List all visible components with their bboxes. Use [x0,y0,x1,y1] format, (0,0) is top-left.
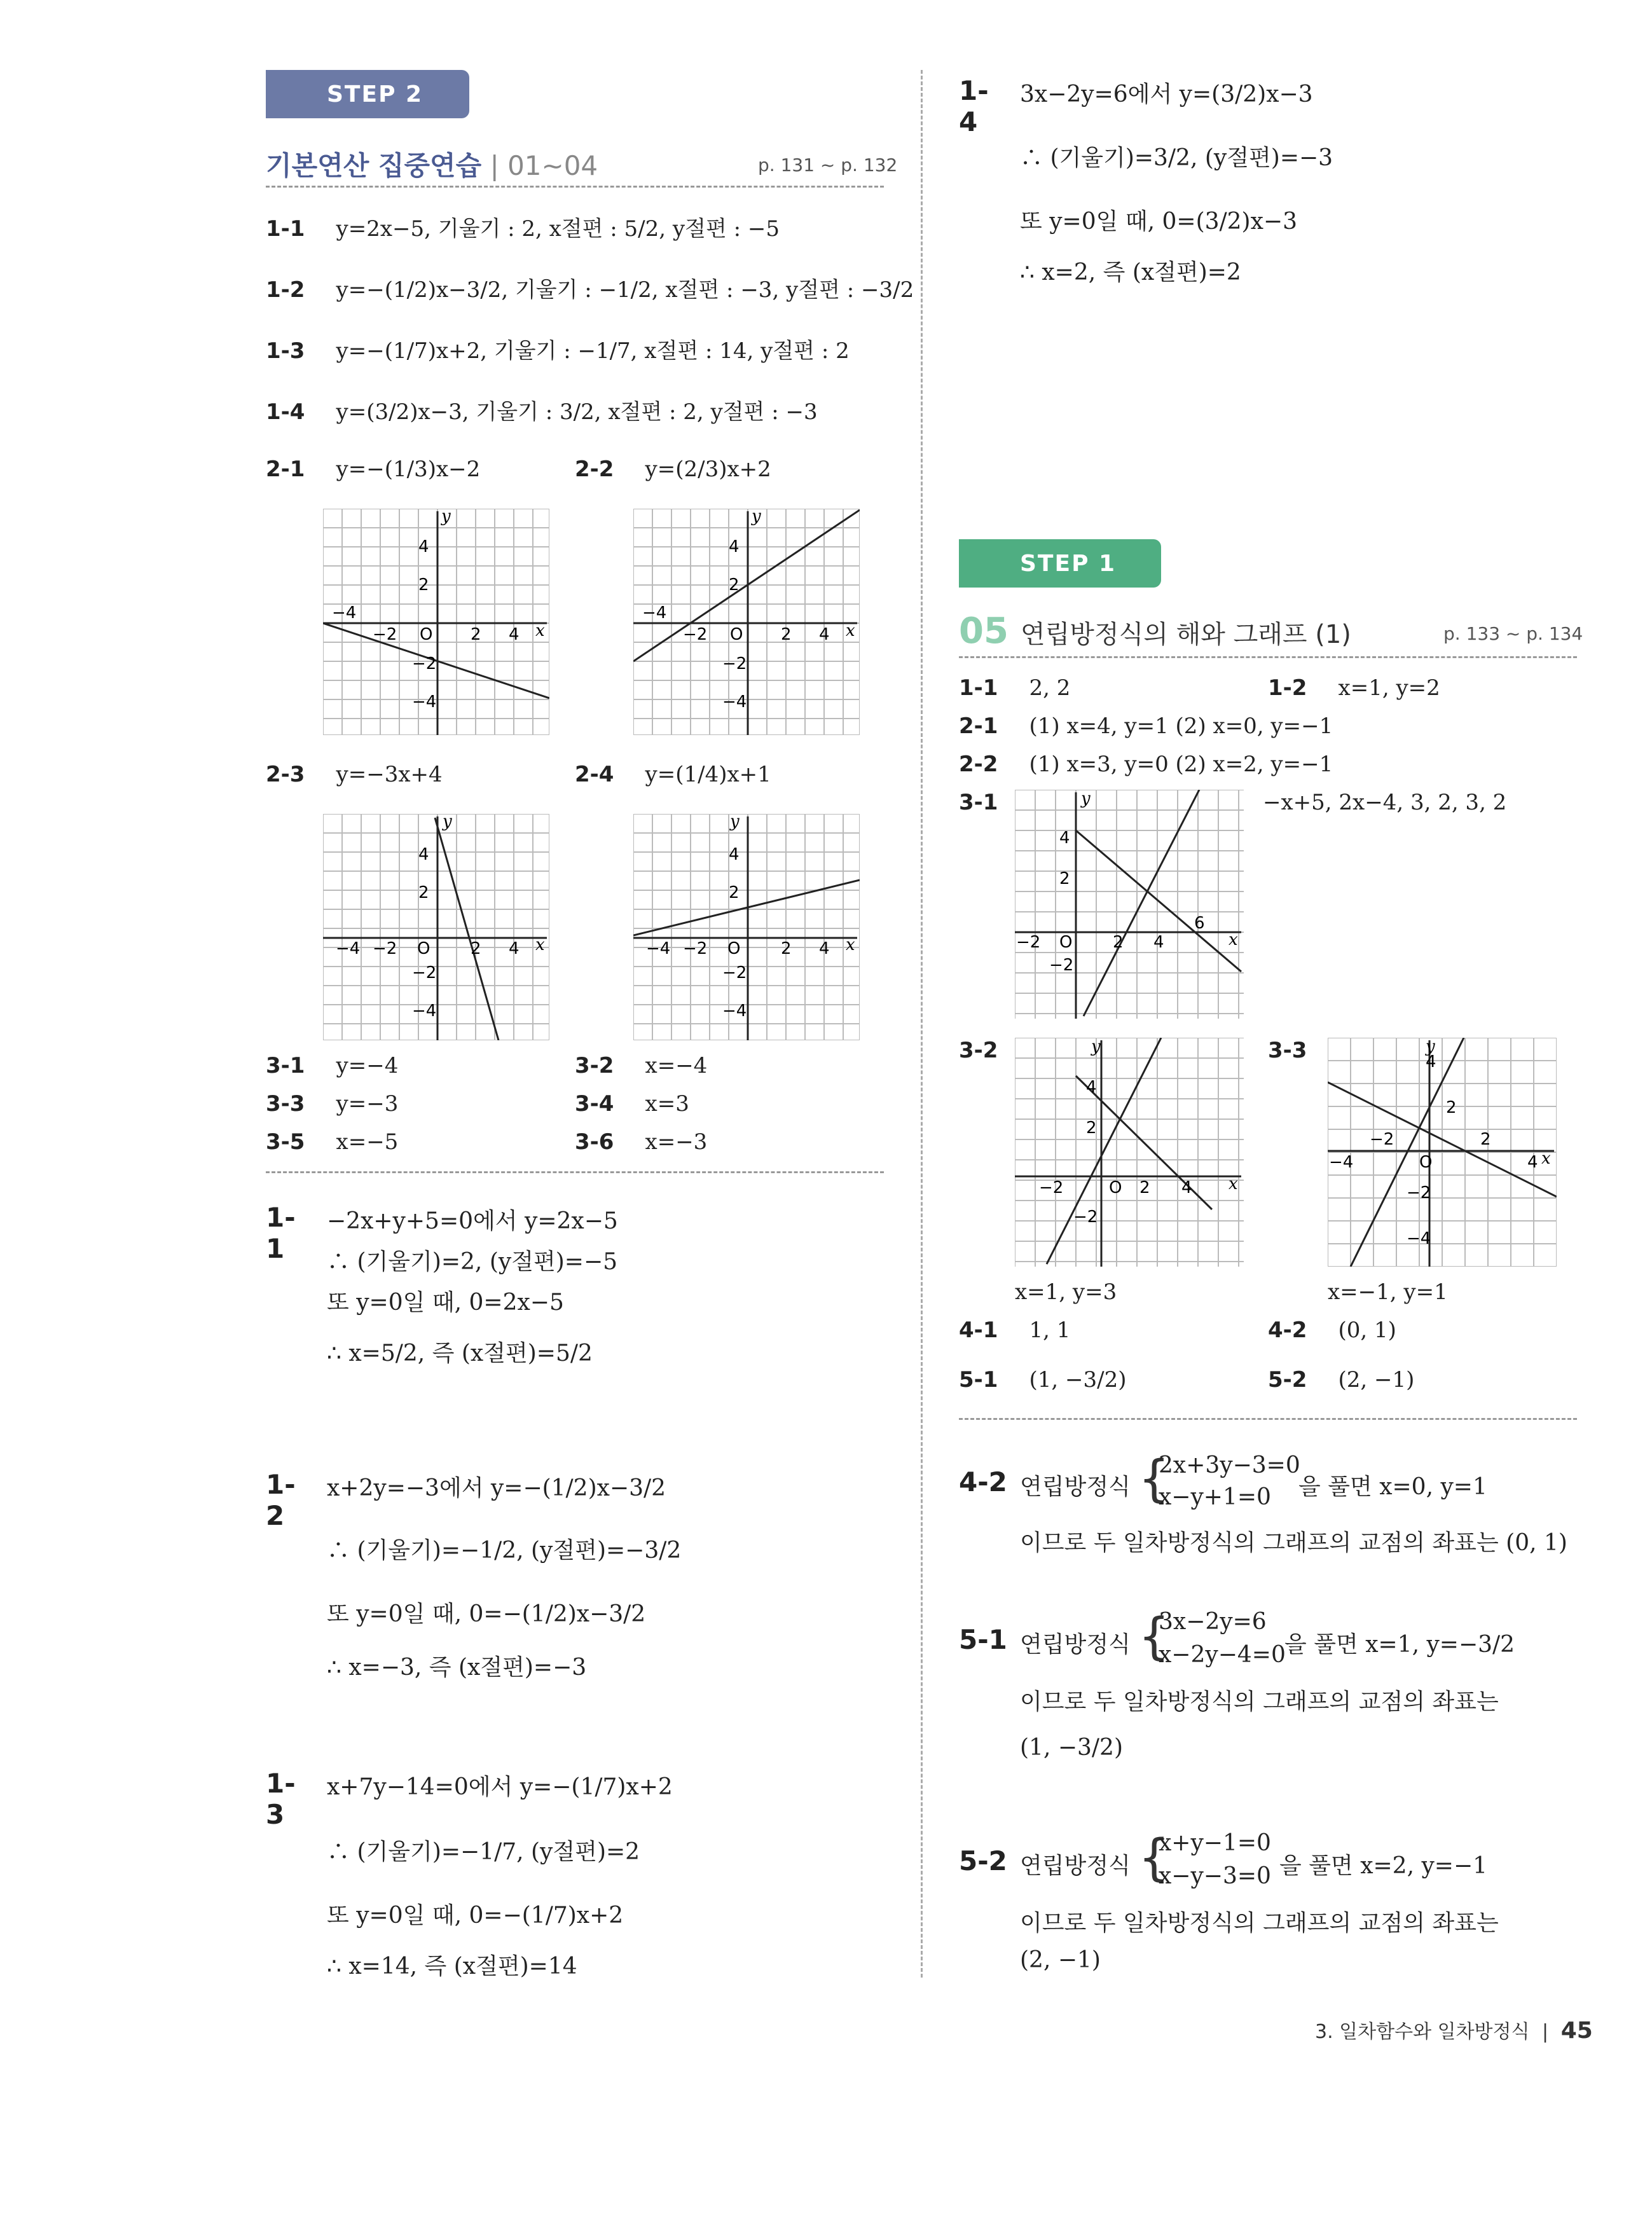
graph-2-1 [323,509,549,735]
section-number: 05 [959,610,1008,652]
graph-equation: y=(1/4)x+1 [645,762,771,787]
answer-row [266,1053,398,1078]
tick-label: 2 [1086,1118,1097,1138]
tick-label: 2 [781,625,792,644]
tick-label: 2 [1480,1130,1491,1149]
answer-label: 1-3 [266,338,305,364]
graph-line [1047,1038,1161,1264]
solution-line: 또 y=0일 때, 0=−(1/2)x−3/2 [327,1601,646,1627]
answer-label: 1-2 [1268,675,1307,701]
footer [1315,2016,1593,2044]
answer-text: x=−5 [336,1129,399,1155]
solution-label: 1-1 [266,1202,296,1264]
answer-text: y=(3/2)x−3, 기울기 : 3/2, x절편 : 2, y절편 : −3 [336,399,818,425]
system-eq: x−y−3=0 [1159,1863,1271,1889]
answer-row [266,394,818,425]
tick-label: −2 [412,963,437,982]
footer-chapter: 3. 일차함수와 일차방정식 [1315,2021,1530,2043]
origin-label: O [730,625,743,644]
answer-label: 1-1 [959,675,998,701]
footer-separator: | [1542,2021,1549,2043]
divider-right-top [959,656,1577,658]
graph-item-2-4 [575,762,771,787]
section-title-left [266,145,598,183]
graph-line [1084,790,1199,1016]
solution-line: 또 y=0일 때, 0=(3/2)x−3 [1020,209,1297,235]
tick-label: −2 [683,625,708,644]
solution-4-2 [959,1452,1595,1554]
answer-row [575,1091,689,1117]
system-eq: 3x−2y=6 [1159,1609,1267,1635]
answer-row [959,1038,998,1063]
answer-label: 4-2 [1268,1318,1307,1343]
answer-label: 2-1 [266,457,305,482]
solution-line: 또 y=0일 때, 0=−(1/7)x+2 [327,1903,624,1929]
brace: { [1138,1608,1170,1665]
tick-label: 4 [1153,933,1164,952]
system-eq: 2x+3y−3=0 [1159,1452,1300,1478]
answer-text: (2, −1) [1338,1367,1415,1393]
solution-line: ∴ x=2, 즉 (x절편)=2 [1020,259,1241,286]
answer-text: (1, −3/2) [1029,1367,1127,1393]
answer-row [266,1091,398,1117]
solution-line: x+7y−14=0에서 y=−(1/7)x+2 [327,1774,673,1800]
tick-label: 2 [729,883,740,902]
graph-3-3 [1328,1038,1557,1267]
page-ref-left: p. 131 ~ p. 132 [758,155,898,176]
graph-3-2 [1015,1038,1244,1267]
y-axis-label: y [730,814,740,831]
solution-line: ∴ x=14, 즉 (x절편)=14 [327,1953,577,1979]
answer-label: 3-6 [575,1129,614,1155]
answer-label: 2-3 [266,762,305,787]
solution-line: 이므로 두 일차방정식의 그래프의 교점의 좌표는 [1020,1910,1499,1936]
graph-equation: y=−3x+4 [336,762,443,787]
divider-right-mid [959,1418,1577,1420]
solution-tail: 을 풀면 x=2, y=−1 [1279,1853,1488,1879]
solution-line: 이므로 두 일차방정식의 그래프의 교점의 좌표는 [1020,1689,1499,1715]
answer-text: y=−(1/2)x−3/2, 기울기 : −1/2, x절편 : −3, y절편 : −3/2 [336,277,914,303]
tick-label: −4 [412,1001,437,1021]
tick-label: −2 [1073,1208,1098,1227]
tick-label: −2 [373,939,397,958]
answer-text: (0, 1) [1338,1318,1396,1343]
answer-row [575,1053,707,1078]
answer-text: x=1, y=2 [1338,675,1440,701]
y-axis-label: y [441,509,451,526]
y-axis-label: y [443,814,452,831]
answer-label: 2-2 [575,457,614,482]
tick-label: 4 [1181,1178,1192,1197]
answer-text: 2, 2 [1029,675,1071,701]
solution-line: −2x+y+5=0에서 y=2x−5 [327,1208,618,1234]
graph-2-4 [633,814,860,1040]
answer-label: 1-1 [266,216,305,242]
tick-label: −4 [412,692,437,712]
graph-caption-3-2: x=1, y=3 [1015,1279,1117,1305]
divider-left-top [266,186,884,188]
solution-tail: 을 풀면 x=0, y=1 [1298,1474,1487,1500]
tick-label: −4 [1329,1153,1354,1172]
solution-line: ∴ (기울기)=−1/2, (y절편)=−3/2 [327,1538,682,1564]
graph-line [633,880,860,935]
tick-label: 4 [1086,1078,1097,1097]
x-axis-label: x [535,935,545,954]
answer-row [1268,675,1440,701]
answer-label: 2-2 [959,752,998,777]
tick-label: −4 [722,1001,747,1021]
tick-label: −4 [336,939,361,958]
tick-label: −2 [1016,933,1041,952]
answer-label: 5-1 [959,1367,998,1393]
brace: { [1138,1450,1170,1508]
answer-label: 4-1 [959,1318,998,1343]
x-axis-label: x [1541,1149,1551,1168]
solution-5-2 [959,1830,1595,1983]
answer-row [266,1129,398,1155]
section-title-main: 기본연산 집중연습 [266,150,482,181]
solution-label: 1-3 [266,1768,296,1830]
step-badge-right: STEP 1 [959,539,1161,588]
answer-row [266,211,780,242]
graph-equation: y=(2/3)x+2 [645,457,771,482]
solution-line: ∴ x=5/2, 즉 (x절편)=5/2 [327,1340,593,1366]
answer-text: x=−3 [645,1129,708,1155]
graph-2-3 [323,814,549,1040]
page-number: 45 [1560,2018,1593,2044]
origin-label: O [727,939,741,958]
answer-row [266,272,914,303]
graph-equation: y=−(1/3)x−2 [336,457,481,482]
y-axis-label: y [1081,790,1091,808]
origin-label: O [1419,1153,1433,1172]
system-eq: x−2y−4=0 [1159,1642,1286,1668]
answer-text: x=3 [645,1091,689,1117]
x-axis-label: x [1229,1174,1238,1194]
solution-tail: 을 풀면 x=1, y=−3/2 [1284,1632,1515,1658]
graph-item-2-1 [266,457,480,482]
tick-label: −4 [646,939,671,958]
tick-label: −4 [642,603,667,623]
graph-item-2-2 [575,457,771,482]
solution-5-1 [959,1609,1595,1787]
x-axis-label: x [846,621,855,640]
answer-label: 3-1 [266,1053,305,1078]
answer-row [959,790,998,815]
answer-label: 3-2 [959,1038,998,1063]
tick-label: −2 [722,654,747,673]
x-axis-label: x [535,621,545,640]
answer-text: (1) x=4, y=1 (2) x=0, y=−1 [1029,713,1333,739]
origin-label: O [420,625,433,644]
solution-line: 3x−2y=6에서 y=(3/2)x−3 [1020,81,1313,107]
answer-text: (1) x=3, y=0 (2) x=2, y=−1 [1029,752,1333,777]
answer-label: 3-3 [266,1091,305,1117]
answer-text: y=−4 [336,1053,399,1078]
graph-caption-3-3: x=−1, y=1 [1328,1279,1448,1305]
answer-row [266,333,850,364]
tick-label: 4 [509,625,520,644]
answer-label: 3-1 [959,790,998,815]
answer-label: 3-5 [266,1129,305,1155]
tick-label: −4 [722,692,747,712]
solution-line: ∴ (기울기)=2, (y절편)=−5 [327,1249,618,1275]
answer-label: 1-2 [266,277,305,303]
tick-label: −4 [332,603,357,623]
tick-label: 4 [418,537,429,556]
answer-label: 5-2 [1268,1367,1307,1393]
answer-row [959,713,1333,739]
solution-label: 5-1 [959,1624,1007,1655]
answer-label: 1-4 [266,399,305,425]
tick-label: −4 [1407,1229,1431,1248]
solution-lead: 연립방정식 [1020,1632,1131,1658]
solution-line: ∴ (기울기)=3/2, (y절편)=−3 [1020,145,1333,171]
tick-label: 2 [781,939,792,958]
answer-text: y=−3 [336,1091,399,1117]
solution-label: 5-2 [959,1845,1007,1876]
tick-label: 2 [1059,869,1070,888]
answer-row [959,1367,1127,1393]
step-badge-left: STEP 2 [266,70,469,118]
y-axis-label: y [752,509,761,526]
solution-label: 4-2 [959,1466,1007,1497]
answer-label: 3-4 [575,1091,614,1117]
graph-item-2-3 [266,762,443,787]
answer-row [575,1129,707,1155]
graph-2-2 [633,509,860,735]
answer-text: y=2x−5, 기울기 : 2, x절편 : 5/2, y절편 : −5 [336,216,780,242]
answer-text: y=−(1/7)x+2, 기울기 : −1/7, x절편 : 14, y절편 : 2 [336,338,850,364]
grid [1328,1038,1557,1267]
answer-label: 2-4 [575,762,614,787]
section-title-right [959,610,1351,652]
solution-line: x+2y=−3에서 y=−(1/2)x−3/2 [327,1475,666,1501]
answer-label: 2-1 [959,713,998,739]
solution-line: (2, −1) [1020,1947,1101,1973]
origin-label: O [1109,1178,1122,1197]
answer-row [1268,1318,1396,1343]
solution-line: 또 y=0일 때, 0=2x−5 [327,1290,564,1316]
x-axis-label: x [1229,930,1238,949]
tick-label: 4 [729,537,740,556]
tick-label: 2 [729,575,740,595]
tick-label: 2 [471,939,481,958]
x-axis-label: x [846,935,855,954]
origin-label: O [1059,933,1073,952]
tick-label: −2 [373,625,397,644]
answer-row [959,752,1333,777]
answer-label: 3-2 [575,1053,614,1078]
tick-label: −2 [412,654,437,673]
section-title-text: 연립방정식의 해와 그래프 (1) [1021,620,1351,649]
y-axis-label: y [1426,1038,1435,1056]
answer-text-3-1: −x+5, 2x−4, 3, 2, 3, 2 [1263,790,1507,815]
answer-row [959,675,1070,701]
solution-lead: 연립방정식 [1020,1474,1131,1500]
solution-line: (1, −3/2) [1020,1735,1123,1761]
tick-label: −2 [1407,1183,1431,1202]
tick-label: 4 [509,939,520,958]
graph-3-1 [1015,790,1244,1019]
solution-lead: 연립방정식 [1020,1853,1131,1879]
answer-row [1268,1038,1307,1063]
solution-line: ∴ (기울기)=−1/7, (y절편)=2 [327,1839,640,1865]
tick-label: −2 [1049,956,1074,975]
tick-label: 4 [819,625,830,644]
tick-label: 6 [1194,914,1205,933]
answer-text: x=−4 [645,1053,708,1078]
tick-label: −2 [683,939,708,958]
solution-label: 1-2 [266,1469,296,1531]
tick-label: 4 [1059,829,1070,848]
tick-label: 2 [1113,933,1124,952]
tick-label: 4 [418,845,429,864]
tick-label: −2 [722,963,747,982]
brace: { [1138,1829,1170,1887]
tick-label: 2 [471,625,481,644]
page-ref-right: p. 133 ~ p. 134 [1443,623,1583,644]
tick-label: 2 [1446,1098,1457,1117]
tick-label: 2 [1139,1178,1150,1197]
tick-label: 2 [418,883,429,902]
tick-label: 2 [418,575,429,595]
solution-label: 1-4 [959,75,989,137]
tick-label: 4 [819,939,830,958]
answer-row [959,1318,1070,1343]
tick-label: −2 [1370,1130,1394,1149]
answer-label: 3-3 [1268,1038,1307,1063]
answer-text: 1, 1 [1029,1318,1071,1343]
system-eq: x+y−1=0 [1159,1830,1271,1856]
grid [1015,1038,1244,1267]
system-eq: x−y+1=0 [1159,1484,1271,1510]
divider-left-mid [266,1171,884,1173]
column-divider [921,70,923,1978]
solution-line: ∴ x=−3, 즉 (x절편)=−3 [327,1655,587,1681]
section-title-range: | 01~04 [490,150,598,181]
tick-label: −2 [1039,1178,1064,1197]
origin-label: O [417,939,430,958]
y-axis-label: y [1091,1038,1101,1056]
solution-line: 이므로 두 일차방정식의 그래프의 교점의 좌표는 (0, 1) [1020,1530,1567,1556]
answer-row [1268,1367,1414,1393]
tick-label: 4 [1527,1153,1538,1172]
grid [1015,790,1244,1019]
tick-label: 4 [1426,1052,1436,1071]
tick-label: 4 [729,845,740,864]
